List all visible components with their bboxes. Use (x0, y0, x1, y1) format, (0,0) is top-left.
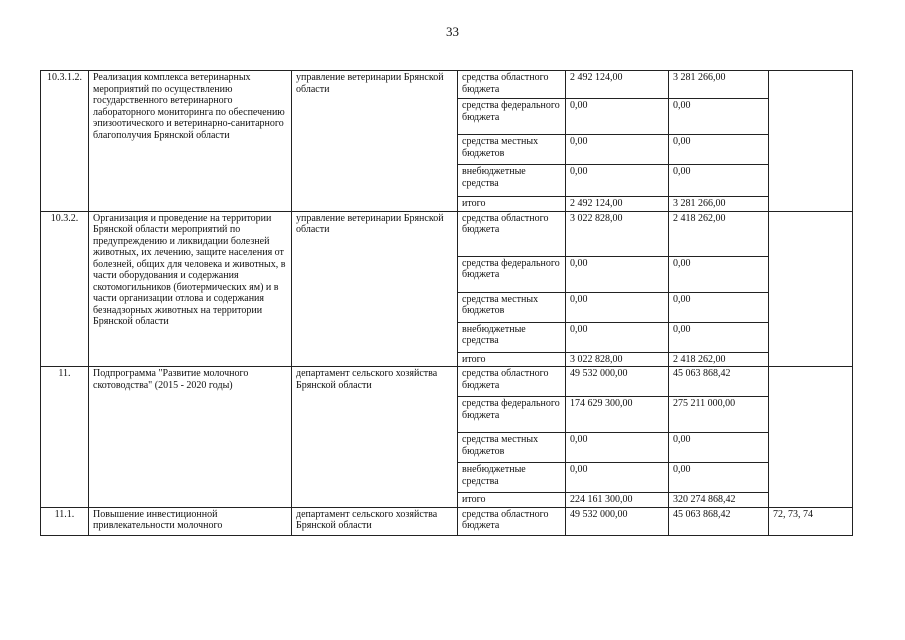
table-row (41, 71, 853, 99)
funding-source: средства федерального бюджета (458, 256, 566, 292)
funding-value-1: 0,00 (566, 135, 669, 165)
funding-value-1: 0,00 (566, 463, 669, 493)
item-number: 11. (41, 367, 89, 508)
funding-value-1: 0,00 (566, 99, 669, 135)
funding-value-1: 0,00 (566, 292, 669, 322)
funding-source: внебюджетные средства (458, 165, 566, 197)
funding-value-2: 45 063 868,42 (669, 367, 769, 397)
funding-source: средства областного бюджета (458, 211, 566, 256)
funding-source: средства местных бюджетов (458, 292, 566, 322)
funding-value-1: 0,00 (566, 322, 669, 352)
funding-source: средства областного бюджета (458, 367, 566, 397)
item-description: Подпрограмма "Развитие молочного скотоводства" (2015 - 2020 годы) (89, 367, 292, 508)
funding-total-label: итого (458, 197, 566, 212)
funding-value-2: 45 063 868,42 (669, 507, 769, 535)
item-executor: департамент сельского хозяйства Брянской области (292, 367, 458, 508)
funding-source: средства областного бюджета (458, 71, 566, 99)
funding-value-2: 0,00 (669, 99, 769, 135)
funding-source: внебюджетные средства (458, 322, 566, 352)
funding-value-1: 2 492 124,00 (566, 71, 669, 99)
funding-value-1: 0,00 (566, 256, 669, 292)
page-number: 33 (446, 24, 459, 39)
indicator-refs: 72, 73, 74 (769, 507, 853, 535)
funding-source: средства областного бюджета (458, 507, 566, 535)
funding-value-2: 0,00 (669, 463, 769, 493)
item-number: 10.3.2. (41, 211, 89, 367)
item-description: Повышение инвестиционной привлекательности молочного (89, 507, 292, 535)
funding-source: внебюджетные средства (458, 463, 566, 493)
item-executor: департамент сельского хозяйства Брянской области (292, 507, 458, 535)
funding-value-2: 0,00 (669, 433, 769, 463)
funding-total-2: 3 281 266,00 (669, 197, 769, 212)
funding-value-2: 0,00 (669, 135, 769, 165)
item-description: Организация и проведение на территории Брянской области мероприятий по предупреждению и ликвидации болезней животных, их лечению, защите населения от болезней, общих для человека и животных, в части оборудования и содержания скотомогильников (биотермических ям) и в части организации отлова и содержания безнадзорных животных на территории Брянской области (89, 211, 292, 367)
funding-source: средства местных бюджетов (458, 135, 566, 165)
indicator-refs (769, 367, 853, 508)
funding-value-2: 2 418 262,00 (669, 211, 769, 256)
funding-value-1: 49 532 000,00 (566, 507, 669, 535)
funding-value-1: 3 022 828,00 (566, 211, 669, 256)
item-number: 11.1. (41, 507, 89, 535)
item-number: 10.3.1.2. (41, 71, 89, 212)
budget-table (40, 70, 853, 536)
funding-total-label: итого (458, 493, 566, 508)
item-executor: управление ветеринарии Брянской области (292, 211, 458, 367)
funding-source: средства местных бюджетов (458, 433, 566, 463)
funding-total-1: 3 022 828,00 (566, 352, 669, 367)
item-description: Реализация комплекса ветеринарных мероприятий по осуществлению государственного ветеринарного лабораторного мониторинга по обеспечению эпизоотического и ветеринарно-санитарного благополучия Брянской области (89, 71, 292, 212)
funding-value-2: 0,00 (669, 292, 769, 322)
funding-value-2: 0,00 (669, 322, 769, 352)
funding-source: средства федерального бюджета (458, 99, 566, 135)
indicator-refs (769, 211, 853, 367)
funding-value-2: 3 281 266,00 (669, 71, 769, 99)
funding-total-2: 2 418 262,00 (669, 352, 769, 367)
funding-total-label: итого (458, 352, 566, 367)
table-row (41, 211, 853, 256)
funding-source: средства федерального бюджета (458, 397, 566, 433)
indicator-refs (769, 71, 853, 212)
funding-value-1: 49 532 000,00 (566, 367, 669, 397)
funding-total-2: 320 274 868,42 (669, 493, 769, 508)
funding-value-2: 275 211 000,00 (669, 397, 769, 433)
funding-value-1: 0,00 (566, 433, 669, 463)
table-row (41, 367, 853, 397)
item-executor: управление ветеринарии Брянской области (292, 71, 458, 212)
funding-total-1: 224 161 300,00 (566, 493, 669, 508)
funding-value-2: 0,00 (669, 165, 769, 197)
table-row (41, 507, 853, 535)
funding-value-1: 0,00 (566, 165, 669, 197)
funding-value-1: 174 629 300,00 (566, 397, 669, 433)
funding-total-1: 2 492 124,00 (566, 197, 669, 212)
funding-value-2: 0,00 (669, 256, 769, 292)
